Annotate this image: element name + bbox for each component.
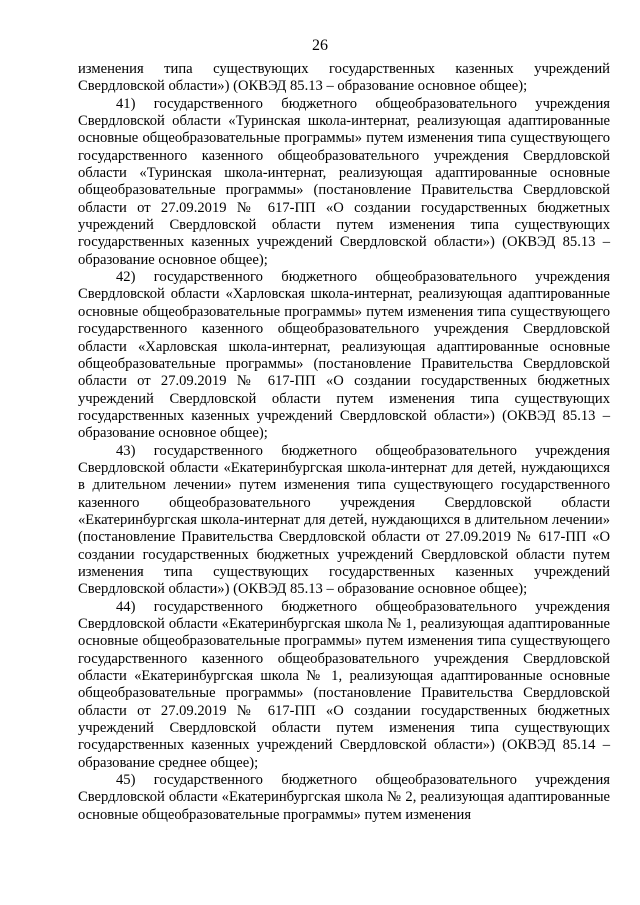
- page-number: 26: [312, 37, 328, 54]
- paragraph-item-43: 43) государственного бюджетного общеобразовательного учреждения Свердловской области «Екатеринбургская школа-интернат для детей, нуждающихся в длительном лечении» путем изменения типа существующего государственного казенного общеобразовательного учреждения Свердловской области «Екатеринбургская школа-интернат для детей, нуждающихся в длительном лечении» (постановление Правительства Свердловской области от 27.09.2019 № 617-ПП «О создании государственных бюджетных учреждений Свердловской области путем изменения типа существующих государственных казенных учреждений Свердловской области») (ОКВЭД 85.13 – образование основное общее);: [78, 442, 610, 598]
- paragraph-continuation: изменения типа существующих государственных казенных учреждений Свердловской области») (ОКВЭД 85.13 – образование основное общее);: [78, 61, 610, 95]
- paragraph-item-42: 42) государственного бюджетного общеобразовательного учреждения Свердловской области «Харловская школа-интернат, реализующая адаптированные основные общеобразовательные программы» путем изменения типа существующего государственного казенного общеобразовательного учреждения Свердловской области «Харловская школа-интернат, реализующая адаптированные основные общеобразовательные программы» (постановление Правительства Свердловской области от 27.09.2019 № 617-ПП «О создании государственных бюджетных учреждений Свердловской области путем изменения типа существующих государственных казенных учреждений Свердловской области») (ОКВЭД 85.13 – образование основное общее);: [78, 269, 610, 442]
- paragraph-item-44: 44) государственного бюджетного общеобразовательного учреждения Свердловской области «Екатеринбургская школа № 1, реализующая адаптированные основные общеобразовательные программы» путем изменения типа существующего государственного казенного общеобразовательного учреждения Свердловской области «Екатеринбургская школа № 1, реализующая адаптированные основные общеобразовательные программы» (постановление Правительства Свердловской области от 27.09.2019 № 617-ПП «О создании государственных бюджетных учреждений Свердловской области путем изменения типа существующих государственных казенных учреждений Свердловской области») (ОКВЭД 85.14 – образование среднее общее);: [78, 598, 610, 771]
- paragraph-item-45: 45) государственного бюджетного общеобразовательного учреждения Свердловской области «Екатеринбургская школа № 2, реализующая адаптированные основные общеобразовательные программы» путем изменения: [78, 772, 610, 823]
- paragraph-item-41: 41) государственного бюджетного общеобразовательного учреждения Свердловской области «Туринская школа-интернат, реализующая адаптированные основные общеобразовательные программы» путем изменения типа существующего государственного казенного общеобразовательного учреждения Свердловской области «Туринская школа-интернат, реализующая адаптированные основные общеобразовательные программы» (постановление Правительства Свердловской области от 27.09.2019 № 617-ПП «О создании государственных бюджетных учреждений Свердловской области путем изменения типа существующих государственных казенных учреждений Свердловской области») (ОКВЭД 85.13 – образование основное общее);: [78, 95, 610, 268]
- document-body: [78, 61, 610, 824]
